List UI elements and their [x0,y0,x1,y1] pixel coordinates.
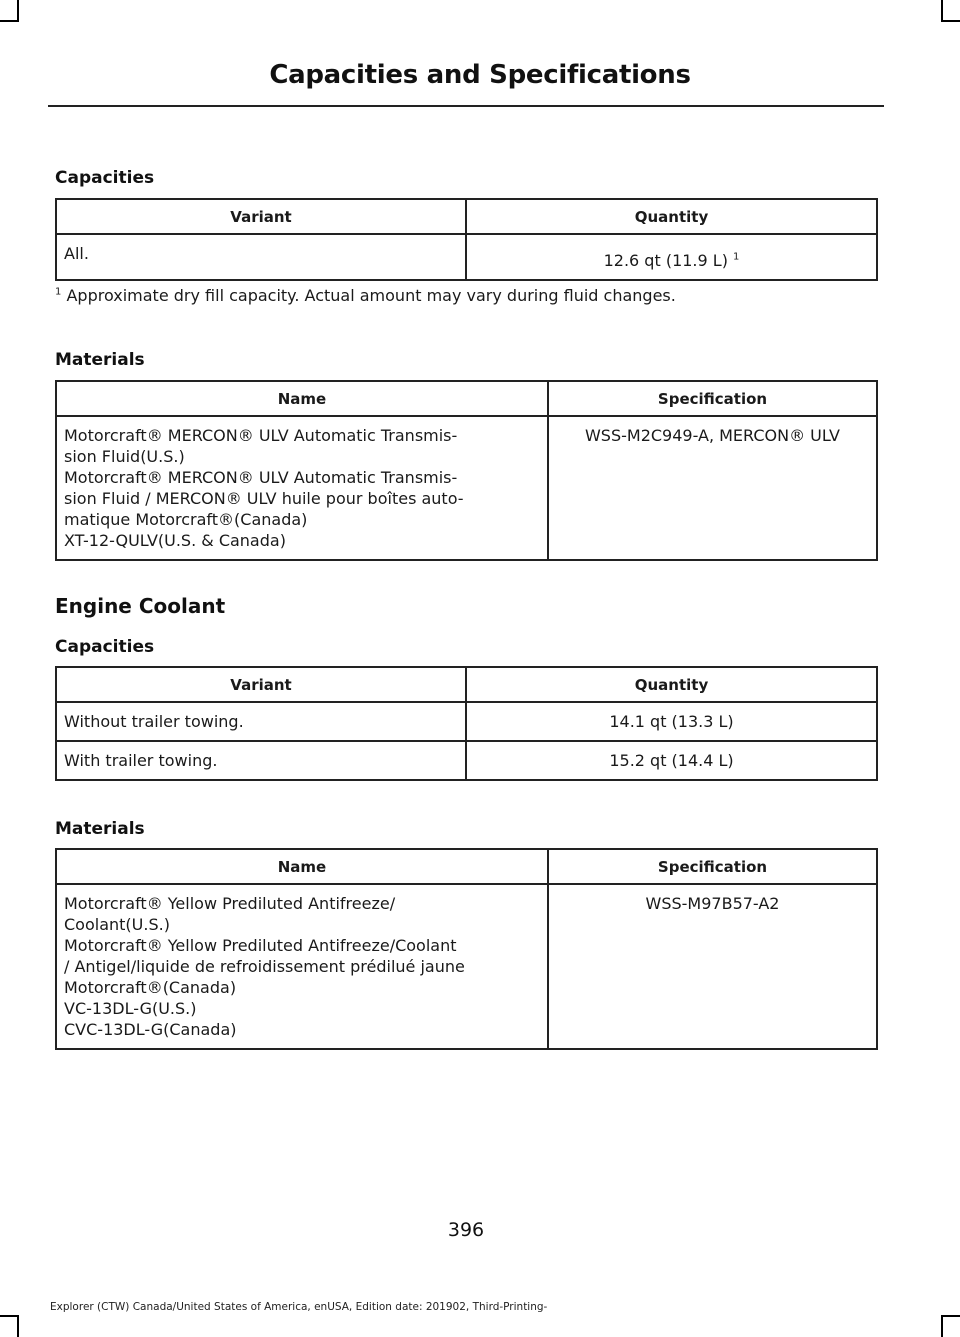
table-row [56,234,877,280]
quantity-cell [466,234,877,280]
name-line: matique Motorcraft®(Canada) [64,510,308,529]
footer-text: Explorer (CTW) Canada/United States of America, enUSA, Edition date: 201902, Third-Printing- [50,1301,548,1313]
table-row [56,884,877,1049]
specification-cell: WSS-M2C949-A, MERCON® ULV [548,416,877,560]
footnote [55,286,676,305]
crop-mark-top-right-h [941,20,960,22]
crop-mark-bottom-right-h [941,1315,960,1317]
materials-heading-1: Materials [55,350,145,370]
capacities-table-1 [55,198,878,281]
name-line: Motorcraft® MERCON® ULV Automatic Transmis- [64,426,458,445]
name-line: Coolant(U.S.) [64,915,170,934]
name-line: Motorcraft® Yellow Prediluted Antifreeze/Coolant [64,936,457,955]
materials-heading-2: Materials [55,819,145,839]
column-header-name: Name [56,849,548,884]
column-header-name: Name [56,381,548,416]
column-header-variant: Variant [56,667,466,702]
footnote-marker: 1 [733,251,740,263]
specification-cell: WSS-M97B57-A2 [548,884,877,1049]
section-title-engine-coolant: Engine Coolant [55,594,226,618]
name-line: XT-12-QULV(U.S. & Canada) [64,531,286,550]
capacities-heading-1: Capacities [55,168,155,188]
name-cell [56,416,548,560]
crop-mark-bottom-right-v [941,1315,943,1337]
page-number: 396 [447,1219,485,1241]
crop-mark-bottom-left-v [17,1315,19,1337]
name-line: sion Fluid(U.S.) [64,447,185,466]
name-line: VC-13DL-G(U.S.) [64,999,197,1018]
name-line: CVC-13DL-G(Canada) [64,1020,237,1039]
name-line: / Antigel/liquide de refroidissement prédilué jaune [64,957,465,976]
column-header-specification: Specification [548,849,877,884]
materials-table-2 [55,848,878,1050]
capacities-table-2 [55,666,878,781]
page-title: Capacities and Specifications [269,60,691,90]
column-header-quantity: Quantity [466,199,877,234]
name-line: Motorcraft® MERCON® ULV Automatic Transmis- [64,468,458,487]
quantity-cell: 15.2 qt (14.4 L) [466,741,877,780]
footnote-text: Approximate dry fill capacity. Actual amount may vary during fluid changes. [66,286,676,305]
crop-mark-top-right-v [941,0,943,22]
crop-mark-top-left-h [0,20,19,22]
table-row [56,702,877,741]
column-header-specification: Specification [548,381,877,416]
name-line: Motorcraft® Yellow Prediluted Antifreeze/ [64,894,396,913]
name-line: sion Fluid / MERCON® ULV huile pour boîtes auto- [64,489,464,508]
crop-mark-bottom-left-h [0,1315,19,1317]
footnote-mark: 1 [55,286,62,298]
header-divider [48,105,884,107]
column-header-variant: Variant [56,199,466,234]
variant-cell: All. [56,234,466,280]
quantity-value: 12.6 qt (11.9 L) [603,251,728,270]
table-row [56,741,877,780]
name-cell [56,884,548,1049]
variant-cell: Without trailer towing. [56,702,466,741]
column-header-quantity: Quantity [466,667,877,702]
variant-cell: With trailer towing. [56,741,466,780]
crop-mark-top-left-v [17,0,19,22]
name-line: Motorcraft®(Canada) [64,978,237,997]
capacities-heading-2: Capacities [55,637,155,657]
materials-table-1 [55,380,878,561]
quantity-cell: 14.1 qt (13.3 L) [466,702,877,741]
table-row [56,416,877,560]
